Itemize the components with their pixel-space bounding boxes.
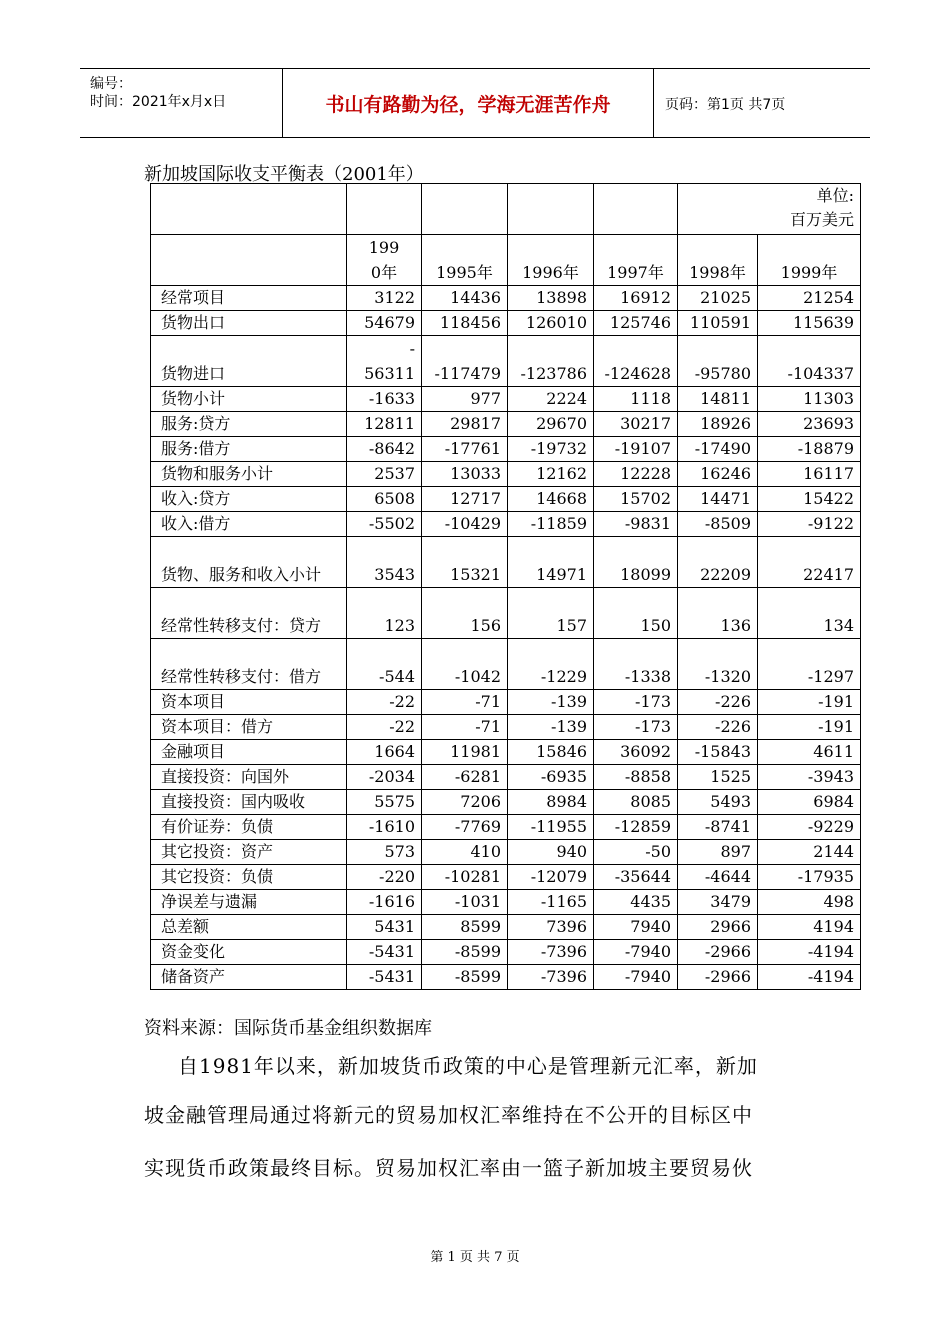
table-cell: 410 xyxy=(422,840,508,865)
table-cell: - 56311 xyxy=(347,336,422,387)
table-row xyxy=(151,588,861,639)
table-cell: 3479 xyxy=(678,890,758,915)
table-row xyxy=(151,790,861,815)
table-cell: 8085 xyxy=(594,790,678,815)
paragraph-line: 实现货币政策最终目标。贸易加权汇率由一篮子新加坡主要贸易伙 xyxy=(144,1156,753,1180)
table-cell: 573 xyxy=(347,840,422,865)
table-row xyxy=(151,740,861,765)
page-header xyxy=(80,68,870,138)
table-cell: -1229 xyxy=(508,639,594,690)
table-cell: -5431 xyxy=(347,965,422,990)
table-cell: 12162 xyxy=(508,462,594,487)
table-cell: 150 xyxy=(594,588,678,639)
table-cell: 7396 xyxy=(508,915,594,940)
table-unit-row xyxy=(151,184,861,235)
row-label: 资本项目 xyxy=(151,690,347,715)
table-cell: 5431 xyxy=(347,915,422,940)
table-cell: 13898 xyxy=(508,286,594,311)
table-cell: -1338 xyxy=(594,639,678,690)
table-cell: -139 xyxy=(508,690,594,715)
table-cell: 940 xyxy=(508,840,594,865)
table-cell: 15422 xyxy=(758,487,861,512)
table-title: 新加坡国际收支平衡表（2001年） xyxy=(144,164,424,185)
table-cell: 21025 xyxy=(678,286,758,311)
table-cell: -1633 xyxy=(347,387,422,412)
table-row xyxy=(151,387,861,412)
table-cell: -1616 xyxy=(347,890,422,915)
table-cell: -11955 xyxy=(508,815,594,840)
table-cell: -5431 xyxy=(347,940,422,965)
table-cell: 15846 xyxy=(508,740,594,765)
row-label: 总差额 xyxy=(151,915,347,940)
unit-label: 单位: 百万美元 xyxy=(678,184,861,235)
table-cell: -104337 xyxy=(758,336,861,387)
table-cell: -173 xyxy=(594,690,678,715)
table-cell: -7769 xyxy=(422,815,508,840)
table-row xyxy=(151,639,861,690)
table-cell: 29817 xyxy=(422,412,508,437)
table-cell: 15702 xyxy=(594,487,678,512)
row-label: 直接投资：国内吸收 xyxy=(151,790,347,815)
table-cell: -9831 xyxy=(594,512,678,537)
table-cell: 16246 xyxy=(678,462,758,487)
table-cell: 3543 xyxy=(347,537,422,588)
table-row xyxy=(151,437,861,462)
table-cell: -2966 xyxy=(678,965,758,990)
table-row xyxy=(151,690,861,715)
table-cell: -1165 xyxy=(508,890,594,915)
table-cell: -220 xyxy=(347,865,422,890)
row-label: 货物进口 xyxy=(151,336,347,387)
header-motto: 书山有路勤为径，学海无涯苦作舟 xyxy=(283,69,654,137)
table-row xyxy=(151,462,861,487)
table-cell: -2966 xyxy=(678,940,758,965)
table-row xyxy=(151,512,861,537)
row-label: 经常项目 xyxy=(151,286,347,311)
table-cell: 14471 xyxy=(678,487,758,512)
table-cell: 123 xyxy=(347,588,422,639)
table-cell: 498 xyxy=(758,890,861,915)
table-cell: -9122 xyxy=(758,512,861,537)
table-cell: 2224 xyxy=(508,387,594,412)
table-row xyxy=(151,815,861,840)
table-cell: -50 xyxy=(594,840,678,865)
table-cell: 14668 xyxy=(508,487,594,512)
table-cell: 36092 xyxy=(594,740,678,765)
table-row xyxy=(151,286,861,311)
table-cell: 2144 xyxy=(758,840,861,865)
table-cell: -71 xyxy=(422,690,508,715)
table-cell: 110591 xyxy=(678,311,758,336)
row-label: 储备资产 xyxy=(151,965,347,990)
table-cell: -173 xyxy=(594,715,678,740)
header-time: 时间：2021年x月x日 xyxy=(90,94,227,110)
table-cell: 3122 xyxy=(347,286,422,311)
table-row xyxy=(151,890,861,915)
table-row xyxy=(151,840,861,865)
table-cell: 2966 xyxy=(678,915,758,940)
row-label: 货物出口 xyxy=(151,311,347,336)
table-cell: 12811 xyxy=(347,412,422,437)
paragraph-line: 自1981年以来，新加坡货币政策的中心是管理新元汇率，新加 xyxy=(178,1054,758,1078)
table-header-row xyxy=(151,235,861,286)
table-cell: 13033 xyxy=(422,462,508,487)
table-cell: 4194 xyxy=(758,915,861,940)
table-cell: -1610 xyxy=(347,815,422,840)
table-cell: -15843 xyxy=(678,740,758,765)
table-cell: -18879 xyxy=(758,437,861,462)
table-cell: -124628 xyxy=(594,336,678,387)
table-cell: 11981 xyxy=(422,740,508,765)
table-cell: -8599 xyxy=(422,940,508,965)
row-label: 直接投资：向国外 xyxy=(151,765,347,790)
table-row xyxy=(151,940,861,965)
table-cell: -1031 xyxy=(422,890,508,915)
table-cell: -7940 xyxy=(594,940,678,965)
table-cell: -139 xyxy=(508,715,594,740)
table-cell: 125746 xyxy=(594,311,678,336)
row-label: 有价证券：负债 xyxy=(151,815,347,840)
table-cell: -117479 xyxy=(422,336,508,387)
row-label: 货物和服务小计 xyxy=(151,462,347,487)
table-cell: -12859 xyxy=(594,815,678,840)
table-cell: 2537 xyxy=(347,462,422,487)
table-cell: -1320 xyxy=(678,639,758,690)
table-cell: -7396 xyxy=(508,965,594,990)
table-cell: -5502 xyxy=(347,512,422,537)
table-cell: 8984 xyxy=(508,790,594,815)
table-row xyxy=(151,865,861,890)
table-cell: -4194 xyxy=(758,940,861,965)
table-cell: -8741 xyxy=(678,815,758,840)
table-cell: 7206 xyxy=(422,790,508,815)
table-cell: -22 xyxy=(347,690,422,715)
table-cell: -8599 xyxy=(422,965,508,990)
table-cell: -4644 xyxy=(678,865,758,890)
table-cell: -12079 xyxy=(508,865,594,890)
year-header: 1996年 xyxy=(508,235,594,286)
table-cell: 4435 xyxy=(594,890,678,915)
table-cell: 16912 xyxy=(594,286,678,311)
year-header: 1995年 xyxy=(422,235,508,286)
table-cell: -7940 xyxy=(594,965,678,990)
year-header: 1998年 xyxy=(678,235,758,286)
table-cell: -226 xyxy=(678,715,758,740)
header-page-info: 页码：第1页 共7页 xyxy=(665,97,786,113)
table-cell: -7396 xyxy=(508,940,594,965)
table-cell: 136 xyxy=(678,588,758,639)
table-cell: 29670 xyxy=(508,412,594,437)
table-cell: 1525 xyxy=(678,765,758,790)
table-cell: -11859 xyxy=(508,512,594,537)
row-label: 经常性转移支付：借方 xyxy=(151,639,347,690)
row-label: 净误差与遗漏 xyxy=(151,890,347,915)
table-row xyxy=(151,715,861,740)
table-cell: -123786 xyxy=(508,336,594,387)
table-cell: -95780 xyxy=(678,336,758,387)
table-cell: -19107 xyxy=(594,437,678,462)
row-label: 收入:借方 xyxy=(151,512,347,537)
table-cell: 22209 xyxy=(678,537,758,588)
table-cell: 23693 xyxy=(758,412,861,437)
table-cell: -4194 xyxy=(758,965,861,990)
table-row xyxy=(151,412,861,437)
table-cell: 7940 xyxy=(594,915,678,940)
table-cell: -226 xyxy=(678,690,758,715)
table-cell: -1297 xyxy=(758,639,861,690)
source-note: 资料来源：国际货币基金组织数据库 xyxy=(144,1018,432,1039)
table-cell: 22417 xyxy=(758,537,861,588)
table-cell: 156 xyxy=(422,588,508,639)
row-label: 经常性转移支付：贷方 xyxy=(151,588,347,639)
table-cell: 30217 xyxy=(594,412,678,437)
table-cell: 18099 xyxy=(594,537,678,588)
table-cell: -35644 xyxy=(594,865,678,890)
table-cell: -19732 xyxy=(508,437,594,462)
table-cell: 21254 xyxy=(758,286,861,311)
table-cell: -17490 xyxy=(678,437,758,462)
row-label: 资金变化 xyxy=(151,940,347,965)
table-cell: 12228 xyxy=(594,462,678,487)
table-cell: -17761 xyxy=(422,437,508,462)
table-cell: 14971 xyxy=(508,537,594,588)
table-cell: -3943 xyxy=(758,765,861,790)
table-cell: -6281 xyxy=(422,765,508,790)
header-code: 编号： xyxy=(90,76,132,92)
table-cell: 4611 xyxy=(758,740,861,765)
row-label: 金融项目 xyxy=(151,740,347,765)
table-cell: -191 xyxy=(758,715,861,740)
table-cell: 115639 xyxy=(758,311,861,336)
table-row xyxy=(151,915,861,940)
header-meta xyxy=(80,69,283,137)
table-cell: 8599 xyxy=(422,915,508,940)
table-row xyxy=(151,487,861,512)
table-row xyxy=(151,311,861,336)
table-row xyxy=(151,537,861,588)
year-header: 1999年 xyxy=(758,235,861,286)
row-label: 收入:贷方 xyxy=(151,487,347,512)
table-cell: -9229 xyxy=(758,815,861,840)
table-cell: 5493 xyxy=(678,790,758,815)
table-cell: 14811 xyxy=(678,387,758,412)
table-cell: 6984 xyxy=(758,790,861,815)
table-cell: -17935 xyxy=(758,865,861,890)
table-cell: 118456 xyxy=(422,311,508,336)
table-cell: 126010 xyxy=(508,311,594,336)
table-cell: 11303 xyxy=(758,387,861,412)
table-cell: -2034 xyxy=(347,765,422,790)
table-cell: -10429 xyxy=(422,512,508,537)
table-cell: 5575 xyxy=(347,790,422,815)
row-label: 服务:贷方 xyxy=(151,412,347,437)
table-cell: -544 xyxy=(347,639,422,690)
table-cell: 12717 xyxy=(422,487,508,512)
table-cell: -1042 xyxy=(422,639,508,690)
table-row xyxy=(151,336,861,387)
table-cell: 54679 xyxy=(347,311,422,336)
row-label: 货物、服务和收入小计 xyxy=(151,537,347,588)
table-row xyxy=(151,965,861,990)
table-cell: 1664 xyxy=(347,740,422,765)
table-cell: 157 xyxy=(508,588,594,639)
row-label: 服务:借方 xyxy=(151,437,347,462)
paragraph-line: 坡金融管理局通过将新元的贸易加权汇率维持在不公开的目标区中 xyxy=(144,1103,753,1127)
table-cell: 134 xyxy=(758,588,861,639)
table-cell: -8858 xyxy=(594,765,678,790)
year-header: 1997年 xyxy=(594,235,678,286)
table-cell: -71 xyxy=(422,715,508,740)
row-label: 资本项目：借方 xyxy=(151,715,347,740)
table-cell: -6935 xyxy=(508,765,594,790)
table-cell: -10281 xyxy=(422,865,508,890)
table-cell: 16117 xyxy=(758,462,861,487)
table-row xyxy=(151,765,861,790)
table-cell: 897 xyxy=(678,840,758,865)
table-cell: 977 xyxy=(422,387,508,412)
table-cell: 6508 xyxy=(347,487,422,512)
table-cell: -8642 xyxy=(347,437,422,462)
row-label: 其它投资：负债 xyxy=(151,865,347,890)
row-label: 货物小计 xyxy=(151,387,347,412)
table-cell: -8509 xyxy=(678,512,758,537)
page-footer: 第 1 页 共 7 页 xyxy=(430,1250,520,1265)
balance-of-payments-table xyxy=(150,183,861,990)
table-cell: 1118 xyxy=(594,387,678,412)
table-cell: -191 xyxy=(758,690,861,715)
table-cell: -22 xyxy=(347,715,422,740)
table-cell: 18926 xyxy=(678,412,758,437)
table-cell: 15321 xyxy=(422,537,508,588)
row-label: 其它投资：资产 xyxy=(151,840,347,865)
table-cell: 14436 xyxy=(422,286,508,311)
year-header-first: 199 0年 xyxy=(347,235,422,286)
